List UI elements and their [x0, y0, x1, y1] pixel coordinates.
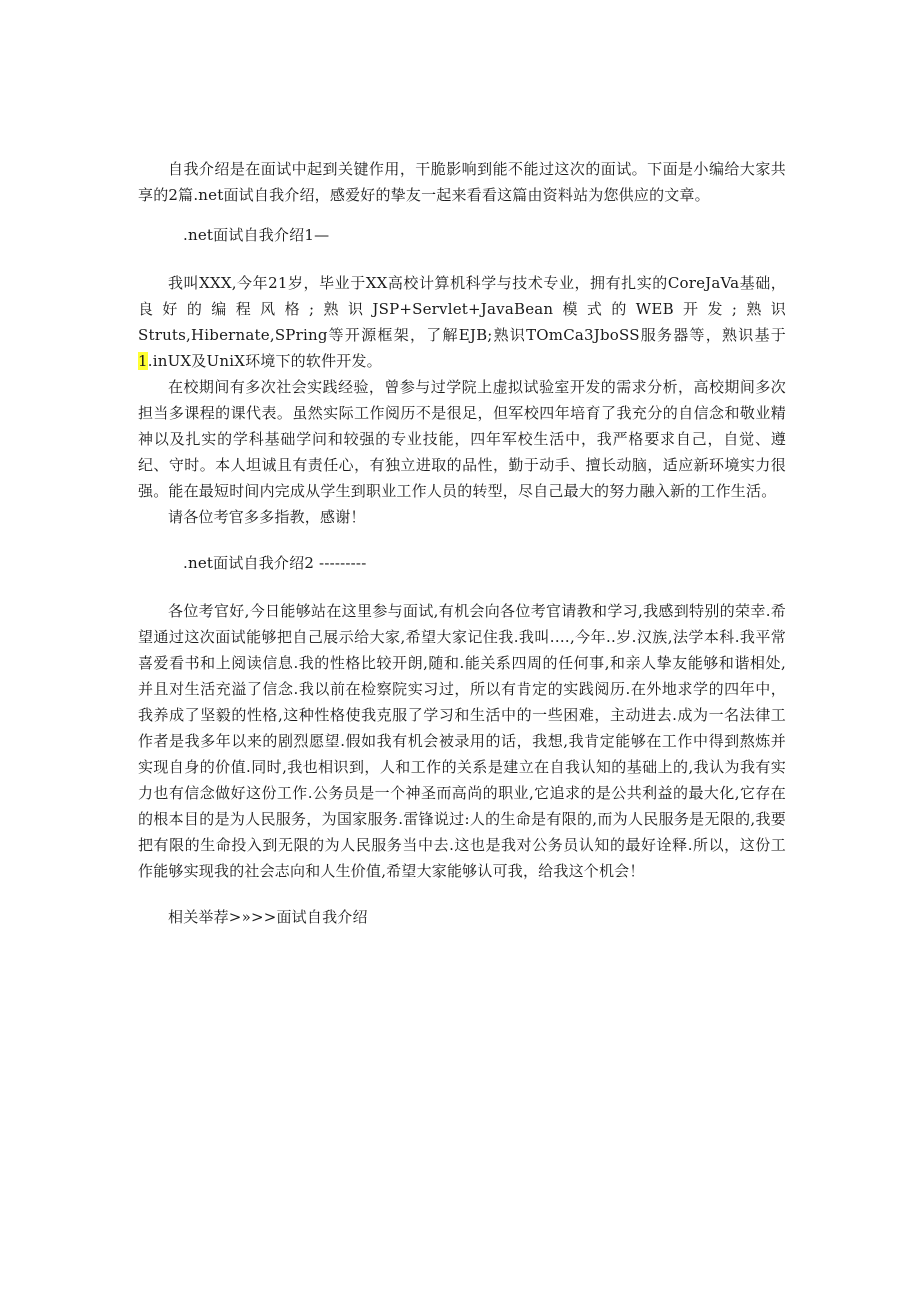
section2-heading: .net面试自我介绍2 --------- [183, 554, 367, 572]
section1-paragraph-1-text-a: 我叫XXX,今年21岁，毕业于XX高校计算机科学与技术专业，拥有扎实的CoreJaVa基础，良好的编程风格;熟识JSP+Servlet+JavaBean模式的WEB开发;熟识Struts,Hibernate,SPring等开源框架，了解EJB;熟识TOmCa3JboSS服务器等，熟识基于 [138, 274, 786, 344]
section1-heading: .net面试自我介绍1— [183, 226, 330, 244]
section1-paragraph-1-text-b: .inUX及UniX环境下的软件开发。 [147, 352, 382, 370]
section1-paragraph-1 [138, 270, 786, 374]
section1-paragraph-2: 在校期间有多次社会实践经验，曾参与过学院上虚拟试验室开发的需求分析，高校期间多次担当多课程的课代表。虽然实际工作阅历不是很足，但军校四年培育了我充分的自信念和敬业精神以及扎实的学科基础学问和较强的专业技能，四年军校生活中，我严格要求自己，自觉、遵纪、守时。本人坦诚且有责任心，有独立进取的品性，勤于动手、擅长动脑，适应新环境实力很强。能在最短时间内完成从学生到职业工作人员的转型，尽自己最大的努力融入新的工作生活。 [138, 378, 786, 500]
related-recommendation: 相关举荐>»>>面试自我介绍 [168, 908, 368, 926]
highlighted-character: 1 [138, 352, 148, 370]
section1-paragraph-3: 请各位考官多多指教，感谢！ [168, 508, 366, 526]
section2-paragraph-1: 各位考官好,今日能够站在这里参与面试,有机会向各位考官请教和学习,我感到特别的荣幸.希望通过这次面试能够把自己展示给大家,希望大家记住我.我叫.…,今年..岁.汉族,法学本科.我平常喜爱看书和上阅读信息.我的性格比较开朗,随和.能关系四周的任何事,和亲人挚友能够和谐相处,并且对生活充溢了信念.我以前在检察院实习过，所以有肯定的实践阅历.在外地求学的四年中，我养成了坚毅的性格,这种性格使我克服了学习和生活中的一些困难，主动进去.成为一名法律工作者是我多年以来的剧烈愿望.假如我有机会被录用的话，我想,我肯定能够在工作中得到熬炼并实现自身的价值.同时,我也相识到，人和工作的关系是建立在自我认知的基础上的,我认为我有实力也有信念做好这份工作.公务员是一个神圣而高尚的职业,它追求的是公共利益的最大化,它存在的根本目的是为人民服务，为国家服务.雷锋说过:人的生命是有限的,而为人民服务是无限的,我要把有限的生命投入到无限的为人民服务当中去.这也是我对公务员认知的最好诠释.所以，这份工作能够实现我的社会志向和人生价值,希望大家能够认可我，给我这个机会！ [138, 602, 786, 880]
document-page [138, 156, 786, 930]
intro-paragraph: 自我介绍是在面试中起到关键作用，干脆影响到能不能过这次的面试。下面是小编给大家共享的2篇.net面试自我介绍，感爱好的挚友一起来看看这篇由资料站为您供应的文章。 [138, 160, 786, 204]
